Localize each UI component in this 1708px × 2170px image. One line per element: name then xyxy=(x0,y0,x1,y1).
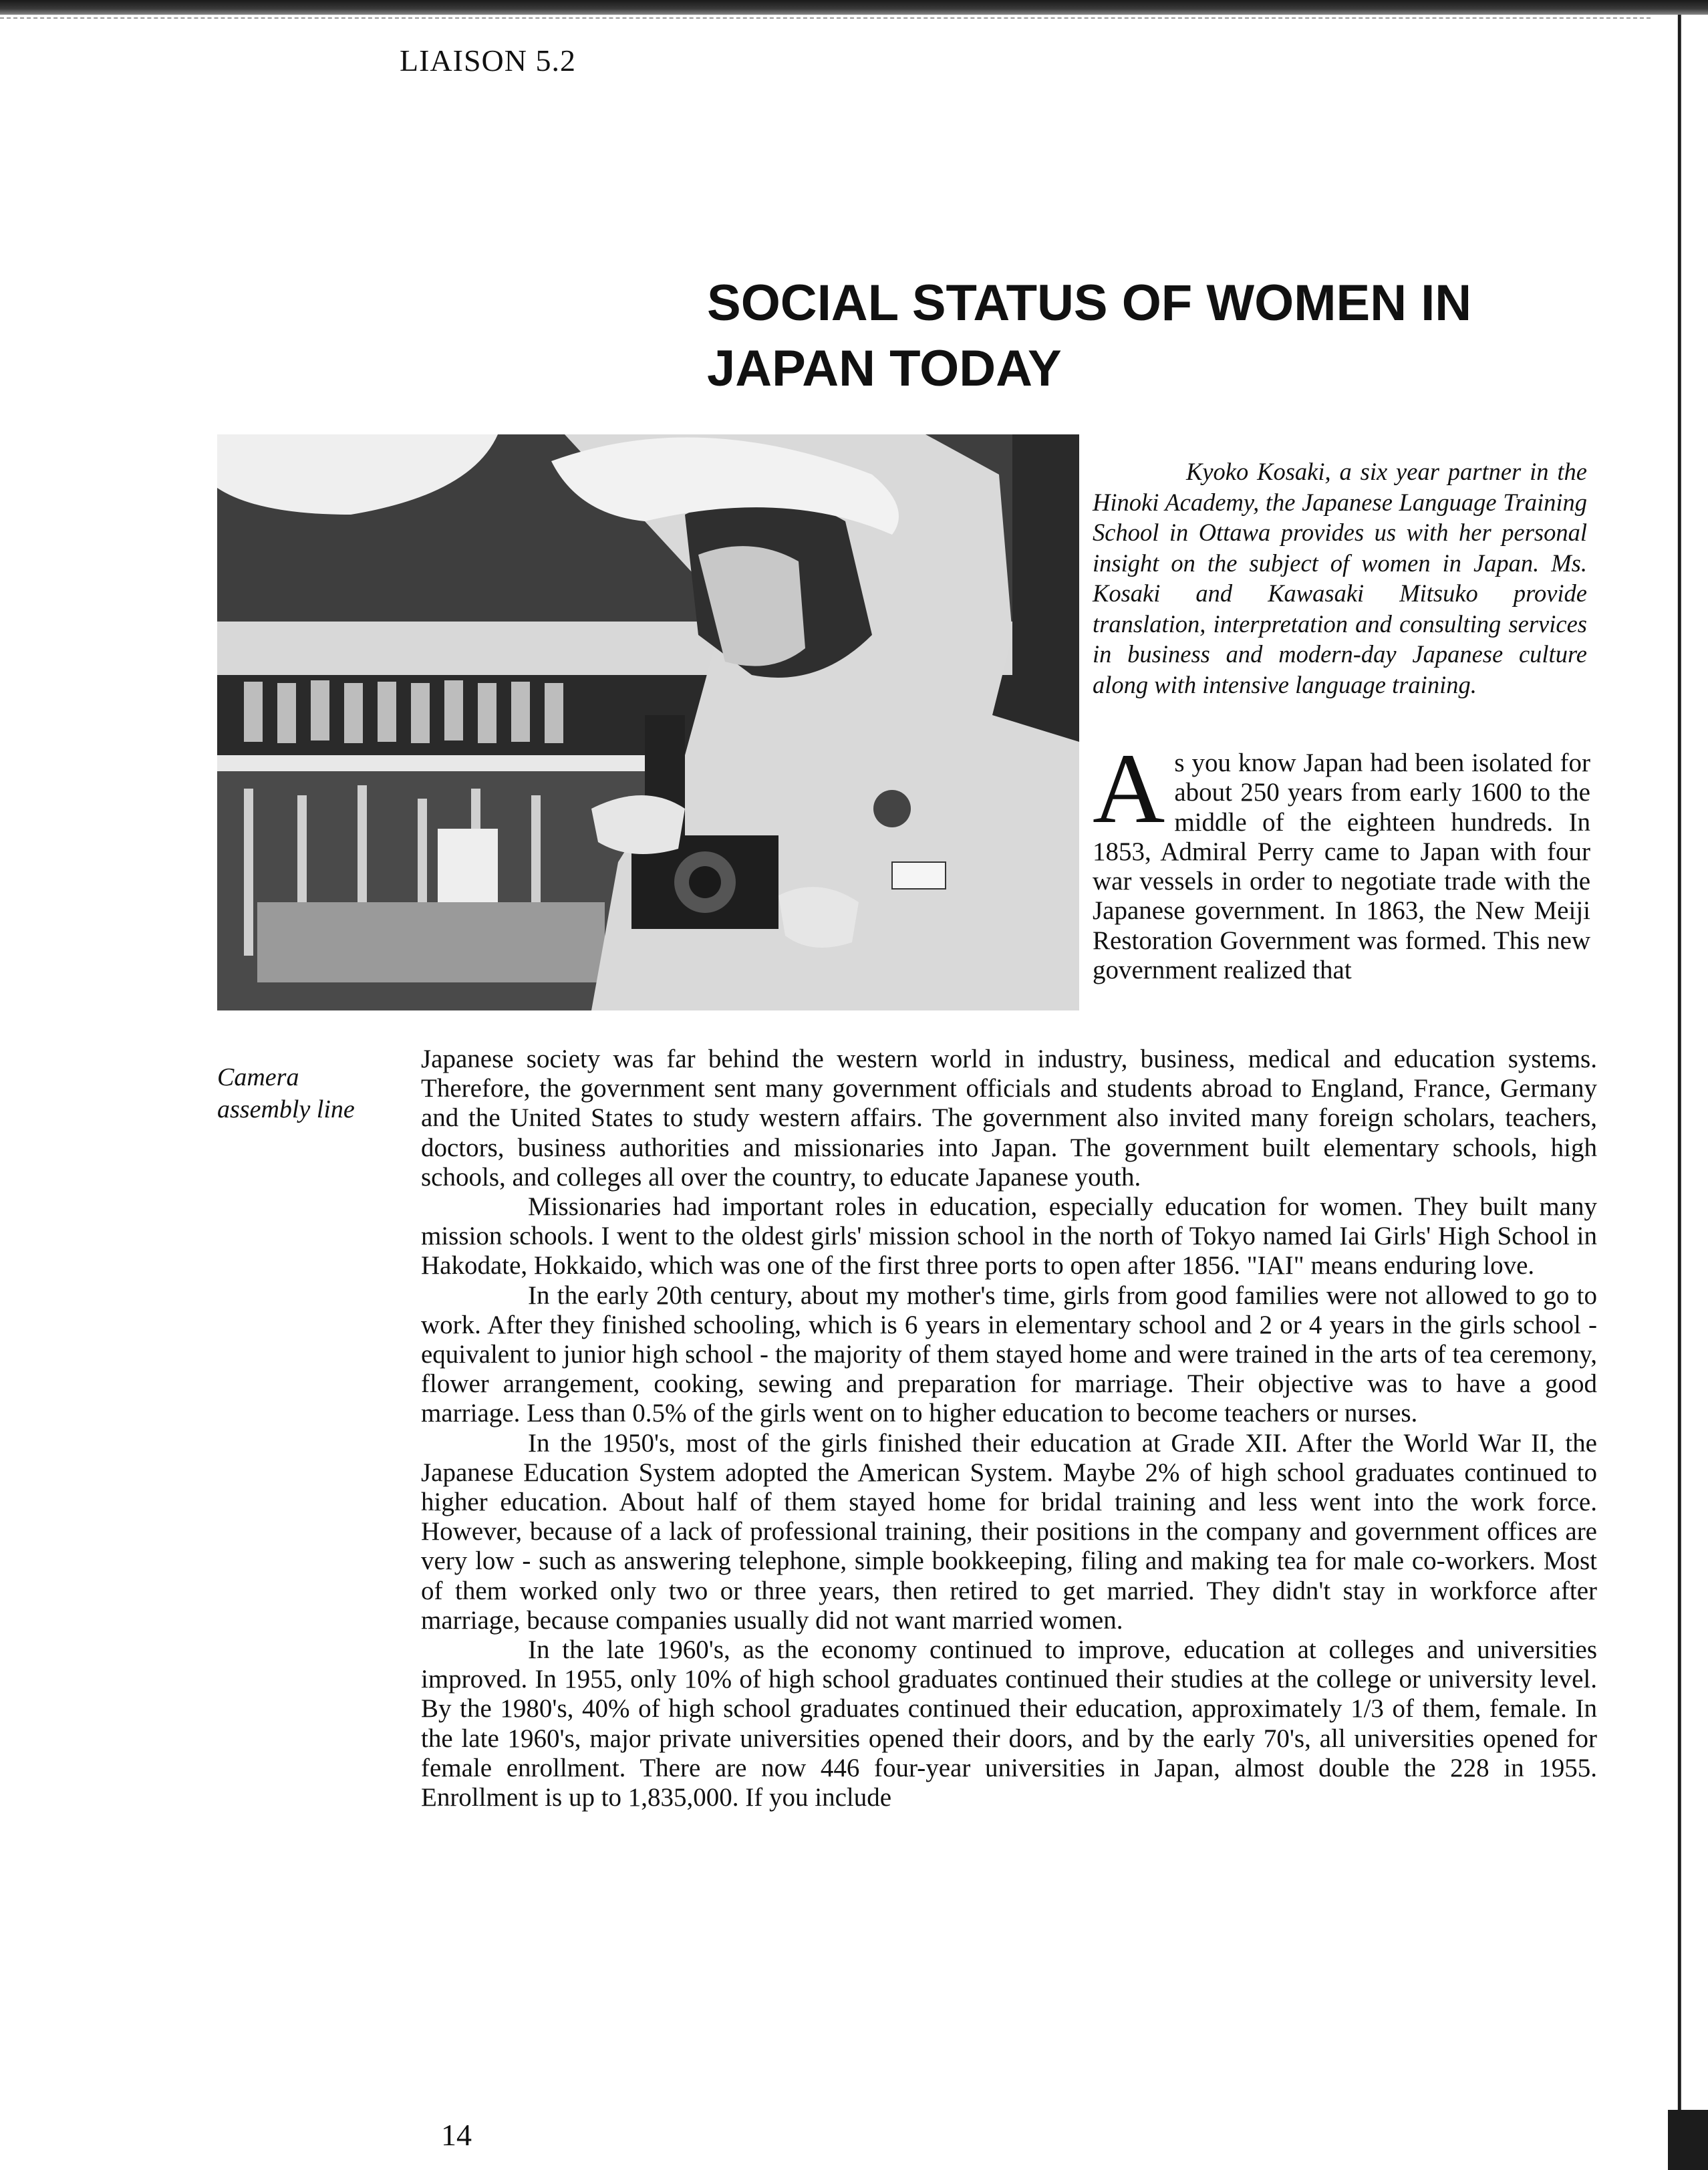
scan-corner-shadow xyxy=(1668,2110,1708,2170)
body-paragraph: In the 1950's, most of the girls finished their education at Grade XII. After the World War II, the Japanese Education System adopted the American System. Maybe 2% of high school graduates continued to higher education. About half of them stayed home for bridal training and less went into the work force. However, because of a lack of professional training, their positions in the company and government offices are very low - such as answering telephone, simple bookkeeping, filing and making tea for male co-workers. Most of them worked only two or three years, then retired to get married. They didn't stay in workforce after marriage, because companies usually did not want married women. xyxy=(421,1428,1597,1635)
scan-top-edge xyxy=(0,0,1708,15)
scan-right-edge xyxy=(1661,15,1708,2170)
page-number: 14 xyxy=(441,2118,472,2152)
body-paragraph: Missionaries had important roles in education, especially education for women. They built many mission schools. I went to the oldest girls' mission school in the north of Tokyo named Iai Girls' High School in Hakodate, Hokkaido, which was one of the first three ports to open after 1856. "IAI" means enduring love. xyxy=(421,1192,1597,1280)
body-paragraph: In the early 20th century, about my mother's time, girls from good families were not allowed to go to work. After they finished schooling, which is 6 years in elementary school and 2 or 4 years in the girls school - equivalent to junior high school - the majority of them stayed home and were trained in the arts of tea ceremony, flower arrangement, cooking, sewing and preparation for marriage. Their objective was to have a good marriage. Less than 0.5% of the girls went on to higher education to become teachers or nurses. xyxy=(421,1280,1597,1428)
body-paragraph: In the late 1960's, as the economy continued to improve, education at colleges and universities improved. In 1955, only 10% of high school graduates continued their studies at the college or university level. By the 1980's, 40% of high school graduates continued their education, approximately 1/3 of them, female. In the late 1960's, major private universities opened their doors, and by the early 70's, all universities opened for female enrollment. There are now 446 four-year universities in Japan, almost double the 228 in 1955. Enrollment is up to 1,835,000. If you include xyxy=(421,1635,1597,1812)
scan-dashed-line xyxy=(0,17,1651,19)
article-title: SOCIAL STATUS OF WOMEN IN JAPAN TODAY xyxy=(707,275,1472,397)
running-header: LIAISON 5.2 xyxy=(400,43,576,78)
lead-text-top: s you know Japan had been isolated for about 250 years from early 1600 to the middle of the eighteen hundreds. In 1853, Admiral Perry came to Japan with four war vessels in order to negotiate trade with the Japanese government. In 1863, the New Meiji Restoration Government was formed. This new government realized that xyxy=(1093,749,1590,985)
drop-cap: A xyxy=(1093,733,1165,844)
lead-paragraph-top xyxy=(1093,733,1590,985)
lead-paragraph-continued: Japanese society was far behind the western world in industry, business, medical and education systems. Therefore, the government sent many government officials and students abroad to England, France, Germany and the United States to study western affairs. The government also invited many foreign scholars, teachers, doctors, business authorities and missionaries into Japan. The government built elementary schools, high schools, and colleges all over the country, to educate Japanese youth. xyxy=(421,1045,1597,1192)
factory-worker-photo xyxy=(217,434,1079,1010)
article-body xyxy=(421,1045,1597,1812)
photo-caption: Camera assembly line xyxy=(217,1063,355,1123)
author-intro: Kyoko Kosaki, a six year partner in the Hinoki Academy, the Japanese Language Training School in Ottawa provides us with her personal insight on the subject of women in Japan. Ms. Kosaki and Kawasaki Mitsuko provide translation, interpretation and consulting services in business and modern-day Japanese culture along with intensive language training. xyxy=(1093,458,1587,698)
